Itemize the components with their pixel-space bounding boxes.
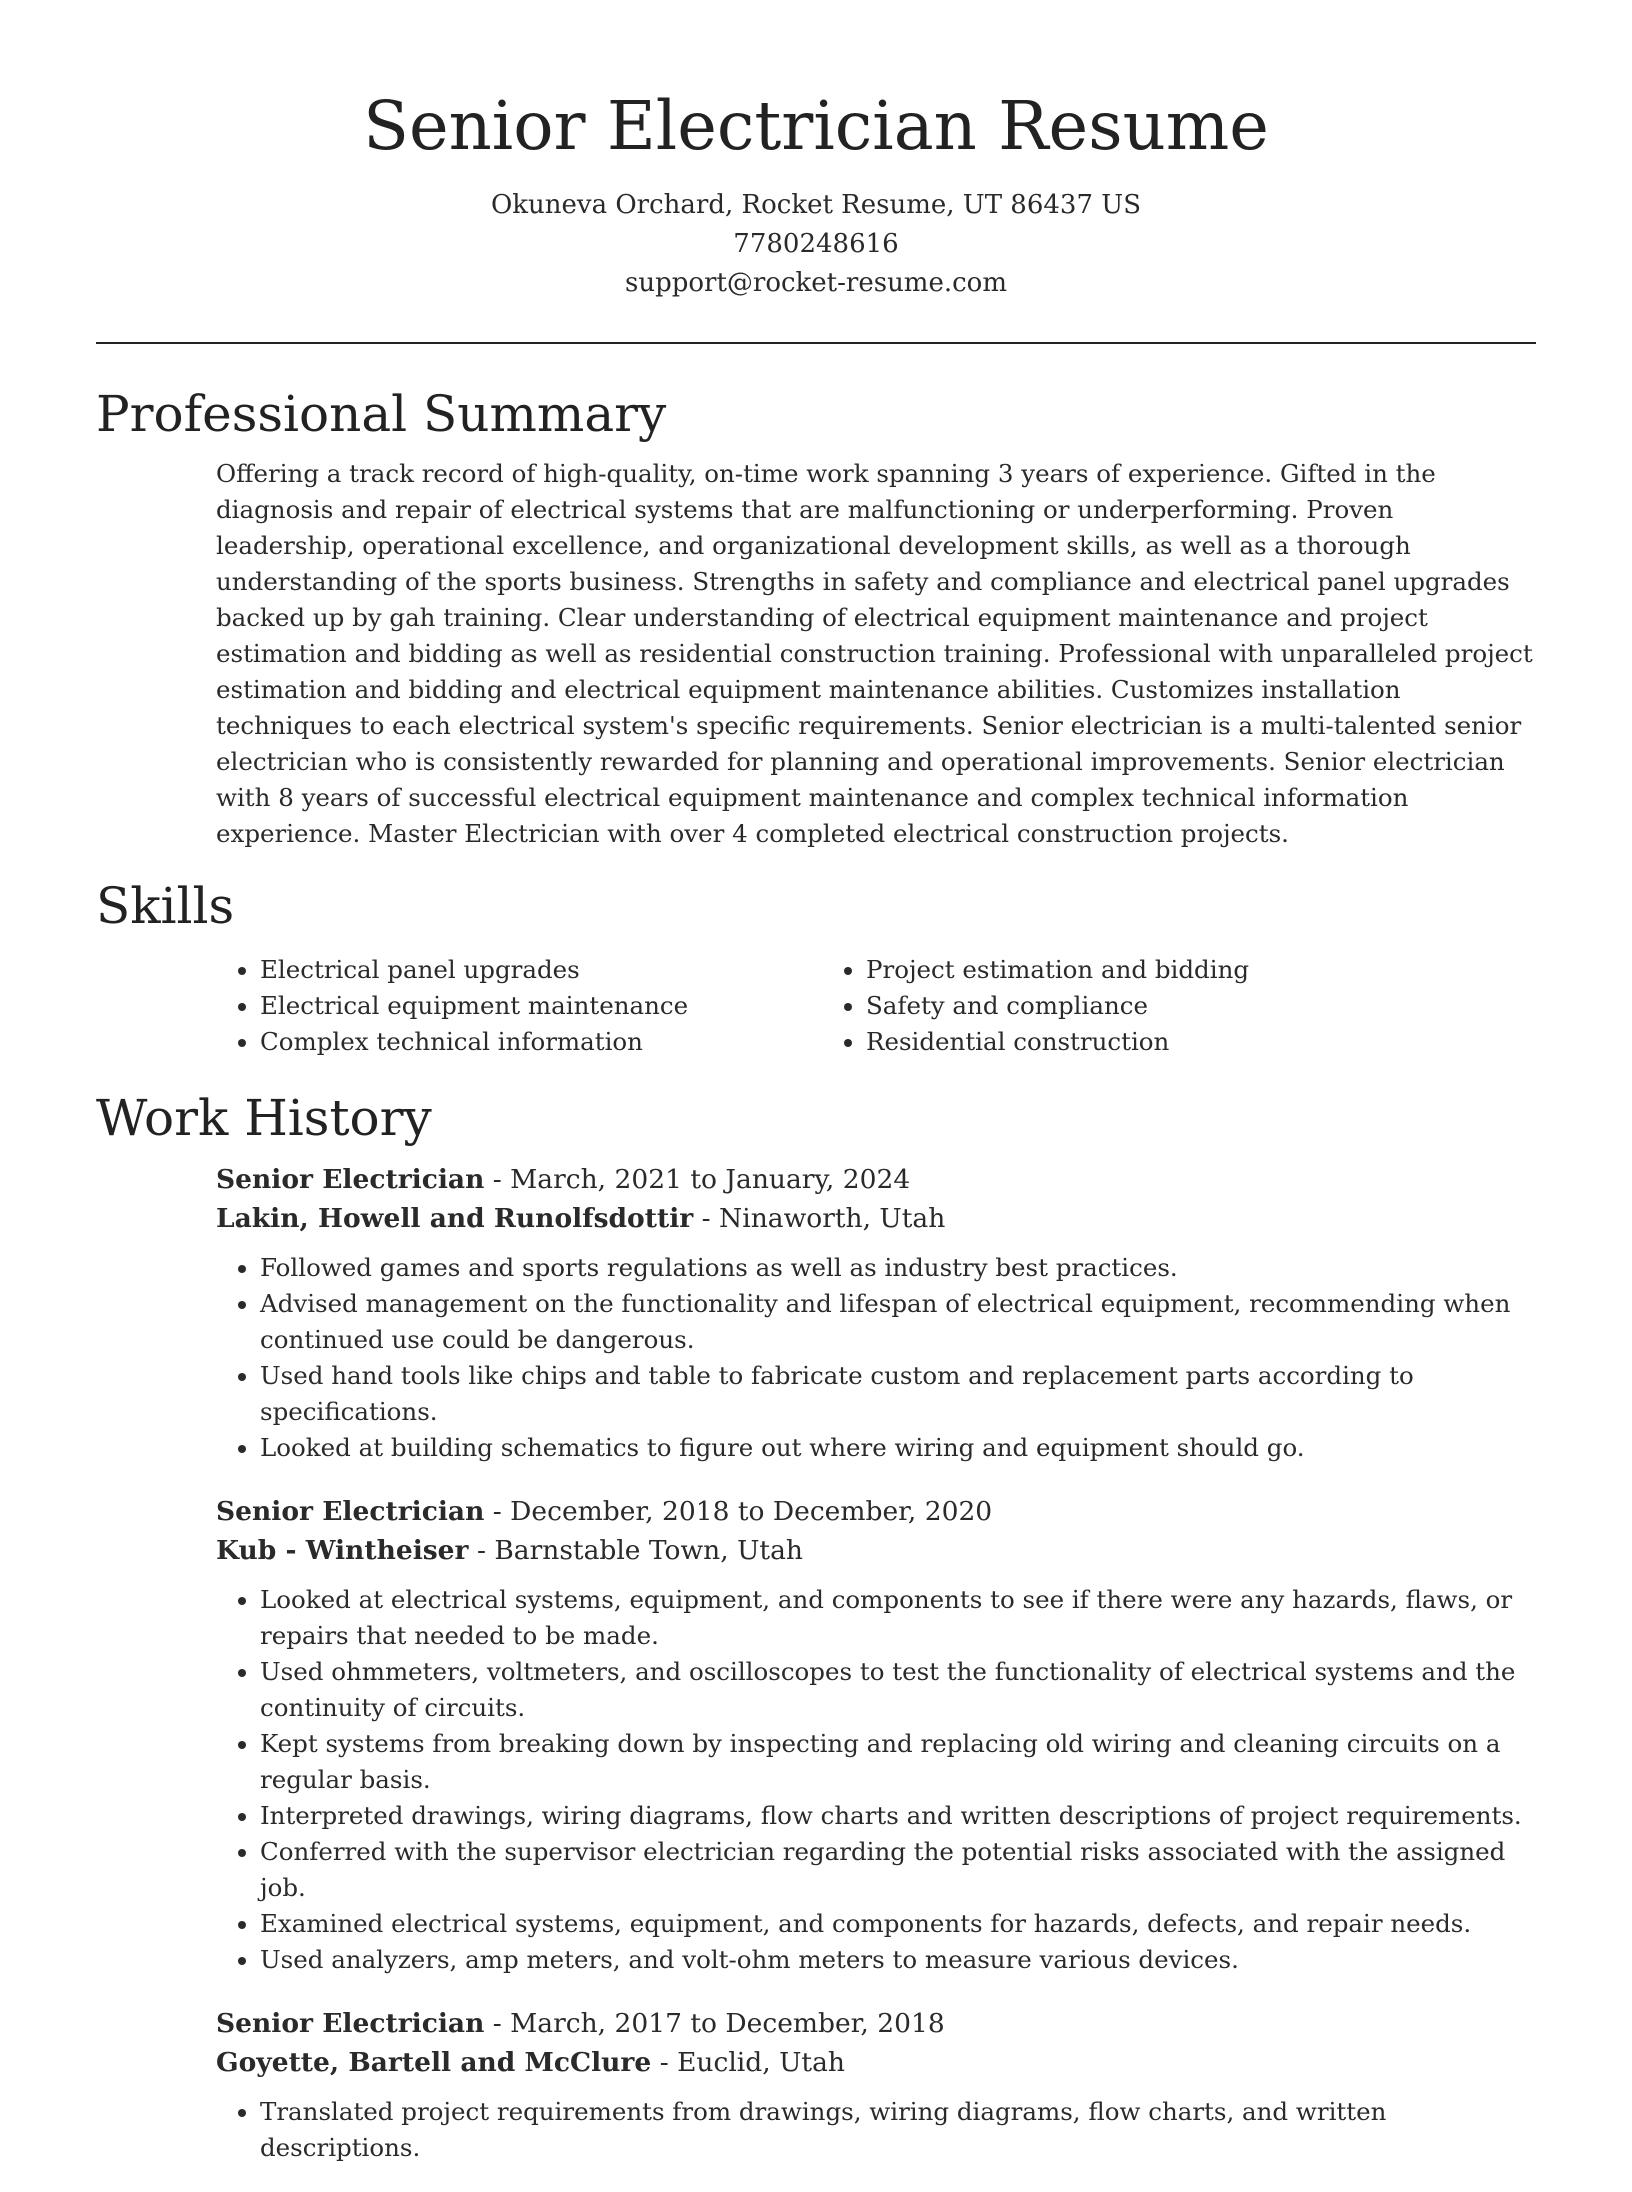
job-bullet: • Advised management on the functionality and lifespan of electrical equipment, recommending when continued use could be dangerous. <box>260 1286 1536 1358</box>
job-bullet: • Used analyzers, amp meters, and volt-ohm meters to measure various devices. <box>260 1942 1536 1978</box>
job-location: - Ninaworth, Utah <box>693 1203 946 1234</box>
skill-item: • Residential construction <box>866 1024 1428 1060</box>
job-entry <box>216 1160 1536 1466</box>
job-company: Kub - Wintheiser <box>216 1535 469 1566</box>
job-bullets <box>216 1582 1536 1978</box>
skills-right-column <box>822 952 1428 1060</box>
job-bullet: • Conferred with the supervisor electrician regarding the potential risks associated with the assigned job. <box>260 1834 1536 1906</box>
contact-block <box>96 186 1536 303</box>
job-bullet: • Interpreted drawings, wiring diagrams, flow charts and written descriptions of project requirements. <box>260 1798 1536 1834</box>
job-bullet: • Used hand tools like chips and table to fabricate custom and replacement parts according to specifications. <box>260 1358 1536 1430</box>
skill-item: • Complex technical information <box>260 1024 822 1060</box>
job-bullets <box>216 1250 1536 1466</box>
resume-content <box>96 372 1536 2192</box>
job-company-line <box>216 1199 1536 1238</box>
work-history-section <box>96 1076 1536 2166</box>
job-location: - Barnstable Town, Utah <box>468 1535 803 1566</box>
job-dates: - March, 2017 to December, 2018 <box>484 2008 945 2039</box>
job-dates: - March, 2021 to January, 2024 <box>484 1164 911 1195</box>
job-company: Lakin, Howell and Runolfsdottir <box>216 1203 694 1234</box>
job-bullet: • Looked at building schematics to figure out where wiring and equipment should go. <box>260 1430 1536 1466</box>
skill-item: • Project estimation and bidding <box>866 952 1428 988</box>
job-location: - Euclid, Utah <box>651 2047 845 2078</box>
summary-text: Offering a track record of high-quality, on-time work spanning 3 years of experience. Gifted in the diagnosis and repair of electrical systems that are malfunctioning or underperforming. Proven leadership, operational excellence, and organizational development skills, as well as a thorough understanding of the sports business. Strengths in safety and compliance and electrical panel upgrades backed up by gah training. Clear understanding of electrical equipment maintenance and project estimation and bidding as well as residential construction training. Professional with unparalleled project estimation and bidding and electrical equipment maintenance abilities. Customizes installation techniques to each electrical system's specific requirements. Senior electrician is a multi-talented senior electrician who is consistently rewarded for planning and operational improvements. Senior electrician with 8 years of successful electrical equipment maintenance and complex technical information experience. Master Electrician with over 4 completed electrical construction projects. <box>216 459 1533 848</box>
contact-email: support@rocket-resume.com <box>624 268 1007 298</box>
job-company: Goyette, Bartell and McClure <box>216 2047 652 2078</box>
job-bullets <box>216 2094 1536 2166</box>
resume-title: Senior Electrician Resume <box>363 87 1269 165</box>
skills-columns <box>96 952 1536 1060</box>
contact-phone: 7780248616 <box>733 229 899 259</box>
skill-item: • Safety and compliance <box>866 988 1428 1024</box>
job-bullet: • Used ohmmeters, voltmeters, and oscilloscopes to test the functionality of electrical systems and the continuity of circuits. <box>260 1654 1536 1726</box>
summary-section <box>96 372 1536 852</box>
job-title-line <box>216 2004 1536 2043</box>
job-company-line <box>216 2043 1536 2082</box>
job-title: Senior Electrician <box>216 2008 485 2039</box>
skills-section <box>96 864 1536 1060</box>
job-dates: - December, 2018 to December, 2020 <box>484 1496 993 1527</box>
job-entry <box>216 1492 1536 1978</box>
job-bullet: • Followed games and sports regulations as well as industry best practices. <box>260 1250 1536 1286</box>
job-bullet: • Translated project requirements from drawings, wiring diagrams, flow charts, and written descriptions. <box>260 2094 1536 2166</box>
resume-header <box>96 78 1536 303</box>
skill-item: • Electrical equipment maintenance <box>260 988 822 1024</box>
contact-address: Okuneva Orchard, Rocket Resume, UT 86437 US <box>490 190 1142 220</box>
job-bullet: • Kept systems from breaking down by inspecting and replacing old wiring and cleaning circuits on a regular basis. <box>260 1726 1536 1798</box>
work-history-heading: Work History <box>96 1089 432 1147</box>
skills-heading: Skills <box>96 877 235 935</box>
header-divider <box>96 342 1536 344</box>
job-bullet: • Looked at electrical systems, equipment, and components to see if there were any hazards, flaws, or repairs that needed to be made. <box>260 1582 1536 1654</box>
job-entry <box>216 2004 1536 2166</box>
skill-item: • Electrical panel upgrades <box>260 952 822 988</box>
job-title: Senior Electrician <box>216 1496 485 1527</box>
job-title-line <box>216 1160 1536 1199</box>
job-bullet: • Examined electrical systems, equipment, and components for hazards, defects, and repair needs. <box>260 1906 1536 1942</box>
summary-heading: Professional Summary <box>96 385 667 443</box>
skills-left-column <box>216 952 822 1060</box>
job-title: Senior Electrician <box>216 1164 485 1195</box>
job-title-line <box>216 1492 1536 1531</box>
job-company-line <box>216 1531 1536 1570</box>
